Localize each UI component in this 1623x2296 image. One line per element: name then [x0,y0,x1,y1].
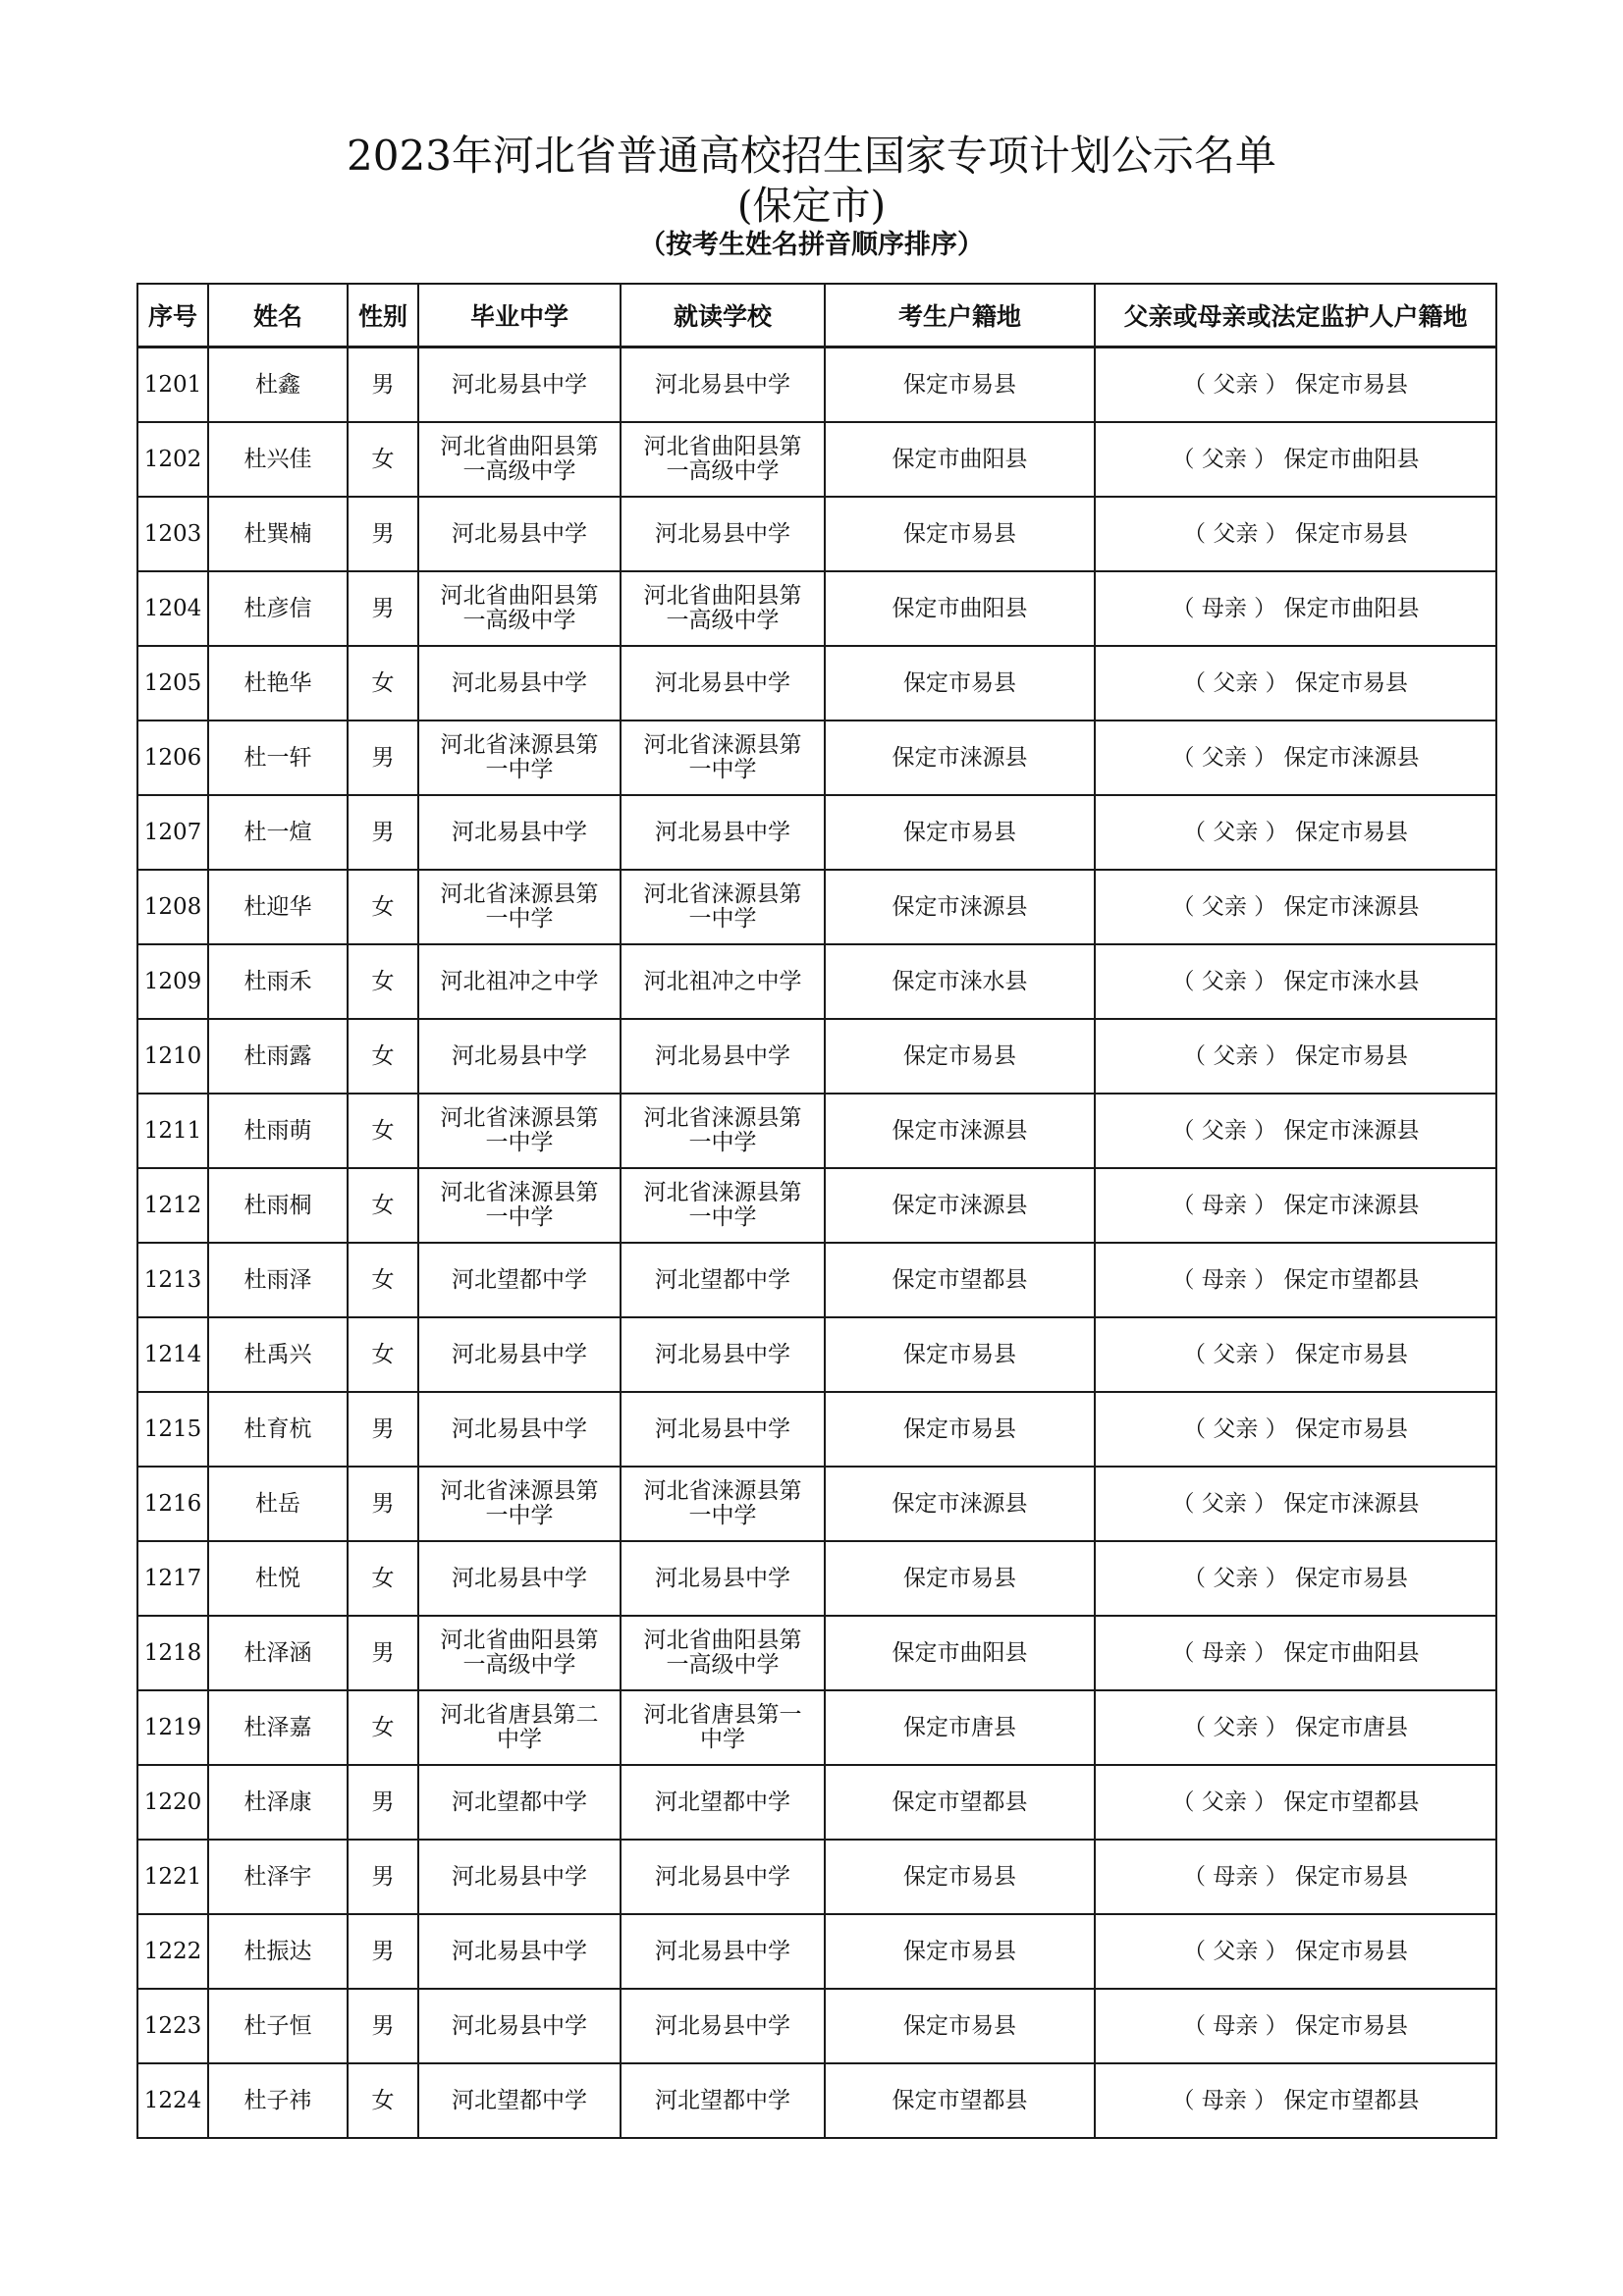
cell-guardian-hukou: （ 父亲 ） 保定市易县 [1095,646,1496,721]
col-header-no: 序号 [137,284,208,347]
school-name: 河北易县中学 [452,1938,587,1964]
cell-guardian-hukou: （ 父亲 ） 保定市易县 [1095,1541,1496,1616]
cell-hukou: 保定市曲阳县 [825,1616,1095,1690]
page-title: 2023年河北省普通高校招生国家专项计划公示名单 [347,132,1276,180]
cell-hukou: 保定市易县 [825,646,1095,721]
cell-gender: 女 [348,1094,418,1168]
cell-no: 1224 [137,2063,208,2138]
school-name: 河北省涞源县第一中学 [643,1478,802,1528]
school-name: 河北省涞源县第一中学 [440,1180,599,1230]
cell-guardian-hukou: （ 父亲 ） 保定市涞源县 [1095,1467,1496,1541]
cell-current-school [621,721,825,795]
school-name: 河北省涞源县第一中学 [643,1105,802,1155]
cell-current-school [621,1094,825,1168]
cell-hukou: 保定市易县 [825,1317,1095,1392]
cell-hukou: 保定市易县 [825,497,1095,571]
cell-name: 杜雨禾 [208,944,348,1019]
cell-current-school [621,347,825,423]
cell-hukou: 保定市易县 [825,347,1095,423]
cell-guardian-hukou: （ 父亲 ） 保定市涞源县 [1095,870,1496,944]
cell-gender: 男 [348,347,418,423]
cell-guardian-hukou: （ 母亲 ） 保定市曲阳县 [1095,1616,1496,1690]
cell-hukou: 保定市涞源县 [825,1094,1095,1168]
school-name: 河北省曲阳县第一高级中学 [440,434,599,484]
school-name: 河北省曲阳县第一高级中学 [643,1628,802,1678]
cell-grad-school [418,347,621,423]
cell-grad-school [418,1690,621,1765]
table-row [137,2063,1496,2138]
cell-current-school [621,1616,825,1690]
cell-no: 1210 [137,1019,208,1094]
cell-no: 1216 [137,1467,208,1541]
cell-name: 杜泽康 [208,1765,348,1840]
cell-no: 1202 [137,422,208,497]
cell-grad-school [418,1840,621,1914]
cell-name: 杜子祎 [208,2063,348,2138]
cell-hukou: 保定市易县 [825,1541,1095,1616]
cell-grad-school [418,1467,621,1541]
cell-no: 1223 [137,1989,208,2063]
cell-name: 杜一轩 [208,721,348,795]
cell-no: 1222 [137,1914,208,1989]
col-header-hukou: 考生户籍地 [825,284,1095,347]
table-row [137,1616,1496,1690]
cell-gender: 女 [348,646,418,721]
cell-guardian-hukou: （ 母亲 ） 保定市望都县 [1095,2063,1496,2138]
school-name: 河北省涞源县第一中学 [643,732,802,782]
sort-note: （按考生姓名拼音顺序排序） [639,230,984,260]
cell-name: 杜雨桐 [208,1168,348,1243]
cell-name: 杜迎华 [208,870,348,944]
cell-gender: 男 [348,1765,418,1840]
cell-no: 1211 [137,1094,208,1168]
table-row [137,1840,1496,1914]
cell-no: 1206 [137,721,208,795]
school-name: 河北望都中学 [655,1266,790,1293]
cell-no: 1214 [137,1317,208,1392]
cell-gender: 女 [348,1317,418,1392]
table-row [137,1243,1496,1317]
cell-hukou: 保定市曲阳县 [825,571,1095,646]
table-row [137,422,1496,497]
table-row [137,795,1496,870]
cell-hukou: 保定市易县 [825,1914,1095,1989]
table-row [137,721,1496,795]
col-header-current-school: 就读学校 [621,284,825,347]
cell-grad-school [418,870,621,944]
cell-hukou: 保定市易县 [825,1989,1095,2063]
school-name: 河北省曲阳县第一高级中学 [440,1628,599,1678]
school-name: 河北易县中学 [452,2012,587,2039]
school-name: 河北易县中学 [452,371,587,398]
cell-gender: 男 [348,1914,418,1989]
table-row [137,1317,1496,1392]
cell-guardian-hukou: （ 父亲 ） 保定市易县 [1095,795,1496,870]
cell-grad-school [418,1765,621,1840]
cell-grad-school [418,1914,621,1989]
cell-current-school [621,1019,825,1094]
school-name: 河北易县中学 [655,1938,790,1964]
cell-hukou: 保定市涞源县 [825,1467,1095,1541]
cell-guardian-hukou: （ 父亲 ） 保定市唐县 [1095,1690,1496,1765]
school-name: 河北易县中学 [452,669,587,696]
cell-current-school [621,2063,825,2138]
cell-hukou: 保定市易县 [825,1840,1095,1914]
cell-guardian-hukou: （ 父亲 ） 保定市易县 [1095,347,1496,423]
school-name: 河北望都中学 [452,1789,587,1815]
cell-no: 1213 [137,1243,208,1317]
roster-table [136,283,1497,2139]
cell-no: 1204 [137,571,208,646]
cell-no: 1217 [137,1541,208,1616]
cell-current-school [621,1765,825,1840]
cell-no: 1220 [137,1765,208,1840]
cell-name: 杜泽嘉 [208,1690,348,1765]
school-name: 河北省曲阳县第一高级中学 [643,583,802,633]
cell-current-school [621,1840,825,1914]
school-name: 河北易县中学 [655,819,790,845]
school-name: 河北易县中学 [452,819,587,845]
table-row [137,497,1496,571]
cell-no: 1209 [137,944,208,1019]
cell-guardian-hukou: （ 父亲 ） 保定市易县 [1095,497,1496,571]
cell-current-school [621,497,825,571]
cell-no: 1215 [137,1392,208,1467]
table-header [137,284,1496,347]
cell-current-school [621,944,825,1019]
col-header-gender: 性别 [348,284,418,347]
cell-guardian-hukou: （ 父亲 ） 保定市易县 [1095,1392,1496,1467]
cell-grad-school [418,795,621,870]
cell-current-school [621,1690,825,1765]
cell-no: 1207 [137,795,208,870]
table-row [137,1392,1496,1467]
cell-grad-school [418,2063,621,2138]
cell-name: 杜鑫 [208,347,348,423]
cell-hukou: 保定市易县 [825,1019,1095,1094]
cell-grad-school [418,944,621,1019]
cell-hukou: 保定市望都县 [825,1765,1095,1840]
table-row [137,944,1496,1019]
school-name: 河北易县中学 [452,1565,587,1591]
cell-grad-school [418,422,621,497]
cell-current-school [621,646,825,721]
cell-grad-school [418,1243,621,1317]
cell-gender: 女 [348,1168,418,1243]
cell-guardian-hukou: （ 父亲 ） 保定市涞源县 [1095,1094,1496,1168]
school-name: 河北易县中学 [655,1415,790,1442]
cell-name: 杜育杭 [208,1392,348,1467]
cell-current-school [621,870,825,944]
cell-gender: 男 [348,1840,418,1914]
cell-gender: 女 [348,944,418,1019]
cell-grad-school [418,1019,621,1094]
cell-current-school [621,1467,825,1541]
cell-guardian-hukou: （ 父亲 ） 保定市易县 [1095,1317,1496,1392]
school-name: 河北省唐县第一中学 [643,1702,802,1752]
cell-hukou: 保定市涞源县 [825,1168,1095,1243]
school-name: 河北省曲阳县第一高级中学 [440,583,599,633]
cell-name: 杜岳 [208,1467,348,1541]
cell-no: 1208 [137,870,208,944]
school-name: 河北望都中学 [452,2087,587,2113]
cell-grad-school [418,1989,621,2063]
cell-grad-school [418,497,621,571]
cell-grad-school [418,571,621,646]
table-row [137,1989,1496,2063]
table-row [137,571,1496,646]
cell-guardian-hukou: （ 母亲 ） 保定市望都县 [1095,1243,1496,1317]
cell-hukou: 保定市易县 [825,795,1095,870]
cell-name: 杜禹兴 [208,1317,348,1392]
table-row [137,1094,1496,1168]
table-row [137,1168,1496,1243]
cell-no: 1218 [137,1616,208,1690]
cell-hukou: 保定市涞源县 [825,721,1095,795]
cell-name: 杜巽楠 [208,497,348,571]
cell-grad-school [418,1317,621,1392]
cell-guardian-hukou: （ 父亲 ） 保定市望都县 [1095,1765,1496,1840]
cell-gender: 男 [348,571,418,646]
table-body [137,347,1496,2139]
cell-hukou: 保定市涞水县 [825,944,1095,1019]
page-subtitle: (保定市) [736,184,887,229]
school-name: 河北省涞源县第一中学 [440,1105,599,1155]
table-row [137,1541,1496,1616]
cell-grad-school [418,646,621,721]
cell-hukou: 保定市望都县 [825,2063,1095,2138]
cell-current-school [621,422,825,497]
cell-guardian-hukou: （ 母亲 ） 保定市易县 [1095,1989,1496,2063]
school-name: 河北望都中学 [655,1789,790,1815]
cell-name: 杜一煊 [208,795,348,870]
cell-gender: 女 [348,1019,418,1094]
school-name: 河北易县中学 [452,1863,587,1890]
cell-name: 杜雨泽 [208,1243,348,1317]
cell-name: 杜雨萌 [208,1094,348,1168]
cell-current-school [621,795,825,870]
cell-gender: 男 [348,1989,418,2063]
cell-grad-school [418,1616,621,1690]
cell-name: 杜悦 [208,1541,348,1616]
cell-gender: 男 [348,1392,418,1467]
cell-current-school [621,571,825,646]
school-name: 河北省曲阳县第一高级中学 [643,434,802,484]
header-row [137,284,1496,347]
cell-no: 1221 [137,1840,208,1914]
cell-gender: 女 [348,2063,418,2138]
col-header-grad-school: 毕业中学 [418,284,621,347]
cell-no: 1201 [137,347,208,423]
cell-grad-school [418,1392,621,1467]
table-row [137,1019,1496,1094]
cell-no: 1219 [137,1690,208,1765]
cell-name: 杜雨露 [208,1019,348,1094]
school-name: 河北易县中学 [655,2012,790,2039]
school-name: 河北省涞源县第一中学 [440,732,599,782]
cell-guardian-hukou: （ 父亲 ） 保定市涞源县 [1095,721,1496,795]
cell-current-school [621,1914,825,1989]
school-name: 河北省涞源县第一中学 [643,881,802,932]
school-name: 河北易县中学 [655,1341,790,1367]
table-row [137,1467,1496,1541]
cell-name: 杜振达 [208,1914,348,1989]
school-name: 河北省涞源县第一中学 [440,1478,599,1528]
cell-gender: 女 [348,1243,418,1317]
cell-current-school [621,1392,825,1467]
school-name: 河北祖冲之中学 [643,968,802,994]
cell-guardian-hukou: （ 父亲 ） 保定市易县 [1095,1019,1496,1094]
cell-gender: 男 [348,1467,418,1541]
cell-gender: 男 [348,721,418,795]
cell-name: 杜泽涵 [208,1616,348,1690]
school-name: 河北易县中学 [452,1341,587,1367]
cell-gender: 女 [348,870,418,944]
cell-no: 1205 [137,646,208,721]
cell-current-school [621,1168,825,1243]
cell-guardian-hukou: （ 父亲 ） 保定市易县 [1095,1914,1496,1989]
school-name: 河北易县中学 [655,1042,790,1069]
cell-guardian-hukou: （ 母亲 ） 保定市易县 [1095,1840,1496,1914]
school-name: 河北望都中学 [452,1266,587,1293]
cell-hukou: 保定市唐县 [825,1690,1095,1765]
school-name: 河北易县中学 [655,371,790,398]
cell-no: 1212 [137,1168,208,1243]
school-name: 河北省唐县第二中学 [440,1702,599,1752]
cell-gender: 女 [348,422,418,497]
cell-name: 杜泽宇 [208,1840,348,1914]
school-name: 河北省涞源县第一中学 [643,1180,802,1230]
cell-name: 杜兴佳 [208,422,348,497]
table-row [137,646,1496,721]
table-row [137,347,1496,423]
school-name: 河北省涞源县第一中学 [440,881,599,932]
col-header-guardian-hukou: 父亲或母亲或法定监护人户籍地 [1095,284,1496,347]
col-header-name: 姓名 [208,284,348,347]
school-name: 河北易县中学 [452,1415,587,1442]
cell-grad-school [418,1168,621,1243]
cell-current-school [621,1317,825,1392]
school-name: 河北易县中学 [655,669,790,696]
table-row [137,1914,1496,1989]
cell-gender: 男 [348,795,418,870]
cell-gender: 男 [348,1616,418,1690]
school-name: 河北易县中学 [655,1565,790,1591]
cell-guardian-hukou: （ 父亲 ） 保定市曲阳县 [1095,422,1496,497]
cell-gender: 男 [348,497,418,571]
table-row [137,1765,1496,1840]
school-name: 河北易县中学 [452,520,587,547]
cell-hukou: 保定市曲阳县 [825,422,1095,497]
cell-hukou: 保定市易县 [825,1392,1095,1467]
cell-guardian-hukou: （ 母亲 ） 保定市涞源县 [1095,1168,1496,1243]
cell-guardian-hukou: （ 母亲 ） 保定市曲阳县 [1095,571,1496,646]
cell-hukou: 保定市涞源县 [825,870,1095,944]
cell-grad-school [418,1541,621,1616]
cell-current-school [621,1989,825,2063]
cell-hukou: 保定市望都县 [825,1243,1095,1317]
school-name: 河北易县中学 [655,520,790,547]
cell-current-school [621,1541,825,1616]
school-name: 河北望都中学 [655,2087,790,2113]
school-name: 河北祖冲之中学 [440,968,599,994]
cell-gender: 女 [348,1541,418,1616]
cell-name: 杜艳华 [208,646,348,721]
cell-grad-school [418,721,621,795]
cell-name: 杜子恒 [208,1989,348,2063]
school-name: 河北易县中学 [452,1042,587,1069]
cell-grad-school [418,1094,621,1168]
table-row [137,1690,1496,1765]
school-name: 河北易县中学 [655,1863,790,1890]
cell-guardian-hukou: （ 父亲 ） 保定市涞水县 [1095,944,1496,1019]
cell-gender: 女 [348,1690,418,1765]
cell-no: 1203 [137,497,208,571]
cell-current-school [621,1243,825,1317]
table-row [137,870,1496,944]
cell-name: 杜彦信 [208,571,348,646]
